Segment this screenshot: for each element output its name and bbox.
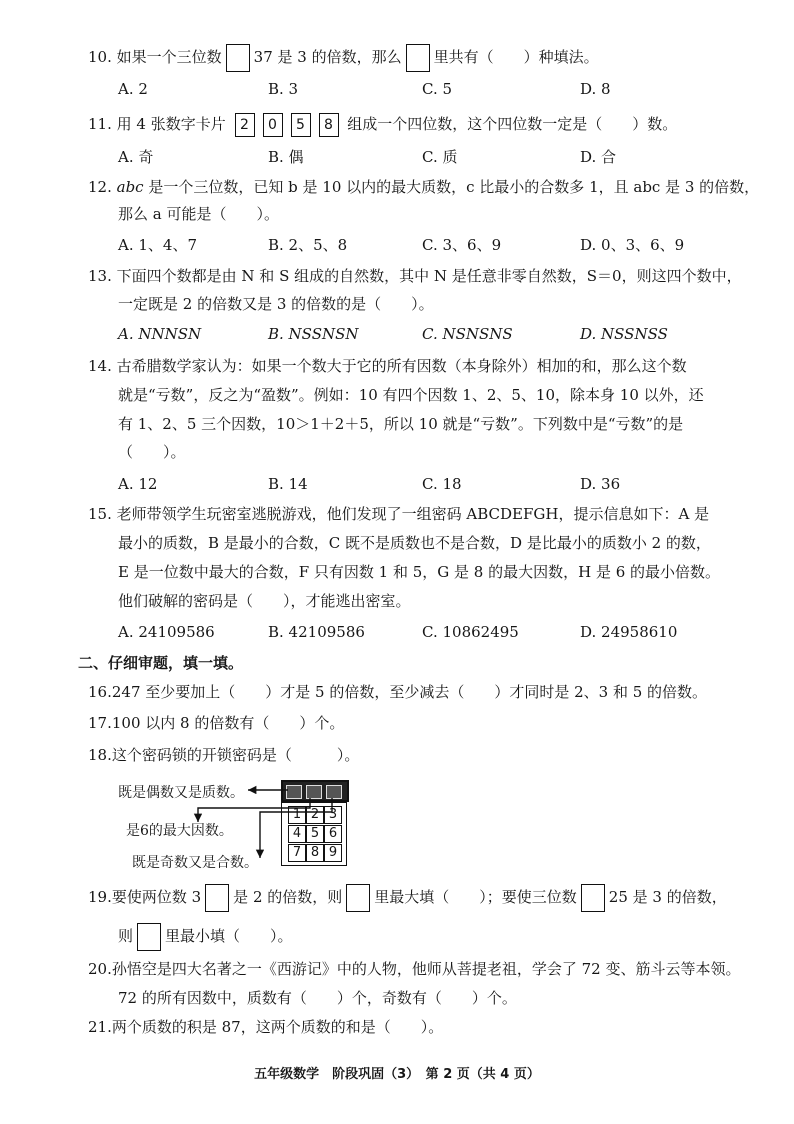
keypad-key: 6 [324, 825, 342, 843]
keypad-key: 8 [306, 844, 324, 862]
question-12: 12. abc 是一个三位数，已知 b 是 10 以内的最大质数，c 比最小的合数多 1，且 abc 是 3 的倍数， [88, 178, 760, 196]
question-18: 18.这个密码锁的开锁密码是（ ）。 [88, 746, 360, 764]
option-b: B. 2、5、8 [268, 236, 348, 254]
digit-card: 0 [263, 113, 283, 137]
question-16: 16.247 至少要加上（ ）才是 5 的倍数，至少减去（ ）才同时是 2、3 和 5 的倍数。 [88, 683, 708, 701]
keypad-key: 1 [288, 806, 306, 824]
question-15-line2: 最小的质数，B 是最小的合数，C 既不是质数也不是合数，D 是比最小的质数小 2 的数， [118, 534, 711, 552]
option-b: B. 14 [268, 475, 308, 493]
blank-box [346, 884, 370, 912]
keypad-key: 9 [324, 844, 342, 862]
digit-card: 8 [319, 113, 339, 137]
option-c: C. 质 [422, 148, 458, 166]
question-15: 15. 老师带领学生玩密室逃脱游戏，他们发现了一组密码 ABCDEFGH，提示信息如下：A 是 [88, 505, 710, 523]
blank-box [137, 923, 161, 951]
keypad-key: 5 [306, 825, 324, 843]
question-12-line2: 那么 a 可能是（ ）。 [118, 205, 279, 223]
option-d: D. 24958610 [580, 623, 678, 641]
option-d: D. 8 [580, 80, 611, 98]
question-13-line2: 一定既是 2 的倍数又是 3 的倍数的是（ ）。 [118, 295, 434, 313]
blank-box [581, 884, 605, 912]
keypad-key: 4 [288, 825, 306, 843]
option-c: C. 3、6、9 [422, 236, 502, 254]
question-15-line4: 他们破解的密码是（ ），才能逃出密室。 [118, 592, 411, 610]
question-14-line3: 有 1、2、5 三个因数，10＞1＋2＋5，所以 10 就是“亏数”。下列数中是“亏数”的是 [118, 415, 684, 433]
digit-card: 5 [291, 113, 311, 137]
option-d: D. 36 [580, 475, 621, 493]
option-a: A. 12 [118, 475, 158, 493]
option-d: D. NSSNSS [580, 325, 668, 343]
clue-2: 是6的最大因数。 [126, 823, 233, 839]
question-15-line3: E 是一位数中最大的合数，F 只有因数 1 和 5，G 是 8 的最大因数，H 是 6 的最小倍数。 [118, 563, 721, 581]
option-c: C. 10862495 [422, 623, 519, 641]
option-b: B. 3 [268, 80, 299, 98]
option-a: A. 24109586 [118, 623, 215, 641]
option-a: A. 奇 [118, 148, 154, 166]
blank-box [406, 44, 430, 72]
keypad-key: 3 [324, 806, 342, 824]
question-20-line2: 72 的所有因数中，质数有（ ）个，奇数有（ ）个。 [118, 989, 517, 1007]
question-11: 11. 用 4 张数字卡片 2 0 5 8 组成一个四位数，这个四位数一定是（ ）数。 [88, 113, 677, 137]
option-d: D. 合 [580, 148, 617, 166]
page-footer: 五年级数学 阶段巩固（3） 第 2 页（共 4 页） [254, 1067, 540, 1082]
question-17: 17.100 以内 8 的倍数有（ ）个。 [88, 714, 345, 732]
option-a: A. NNNSN [118, 325, 202, 343]
blank-box [226, 44, 250, 72]
blank-box [205, 884, 229, 912]
question-20: 20.孙悟空是四大名著之一《西游记》中的人物，他师从菩提老祖，学会了 72 变、筋斗云等本领。 [88, 960, 741, 978]
digit-card: 2 [235, 113, 255, 137]
question-14: 14. 古希腊数学家认为：如果一个数大于它的所有因数（本身除外）相加的和，那么这个数 [88, 357, 687, 375]
keypad-key: 2 [306, 806, 324, 824]
question-10: 10. 如果一个三位数 37 是 3 的倍数，那么 里共有（ ）种填法。 [88, 44, 599, 72]
clue-1: 既是偶数又是质数。 [118, 785, 244, 801]
keypad-key: 7 [288, 844, 306, 862]
option-b: B. 偶 [268, 148, 304, 166]
option-c: C. 18 [422, 475, 462, 493]
question-19-line2: 则 里最小填（ ）。 [118, 923, 293, 951]
option-d: D. 0、3、6、9 [580, 236, 685, 254]
option-c: C. 5 [422, 80, 453, 98]
question-14-line4: （ ）。 [118, 443, 186, 461]
password-lock-figure [110, 772, 370, 872]
clue-3: 既是奇数又是合数。 [132, 855, 258, 871]
option-b: B. NSSNSN [268, 325, 359, 343]
question-13: 13. 下面四个数都是由 N 和 S 组成的自然数，其中 N 是任意非零自然数，S＝0，则这四个数中， [88, 267, 742, 285]
option-b: B. 42109586 [268, 623, 365, 641]
option-a: A. 1、4、7 [118, 236, 197, 254]
option-c: C. NSNSNS [422, 325, 513, 343]
question-19: 19.要使两位数 3 是 2 的倍数，则 里最大填（ ）；要使三位数 25 是 3 的倍数， [88, 884, 727, 912]
option-a: A. 2 [118, 80, 148, 98]
clue-arrows [110, 772, 370, 872]
question-21: 21.两个质数的积是 87，这两个质数的和是（ ）。 [88, 1018, 444, 1036]
section-heading: 二、仔细审题，填一填。 [78, 654, 244, 672]
question-14-line2: 就是“亏数”，反之为“盈数”。例如：10 有四个因数 1、2、5、10，除本身 10 以外，还 [118, 386, 704, 404]
